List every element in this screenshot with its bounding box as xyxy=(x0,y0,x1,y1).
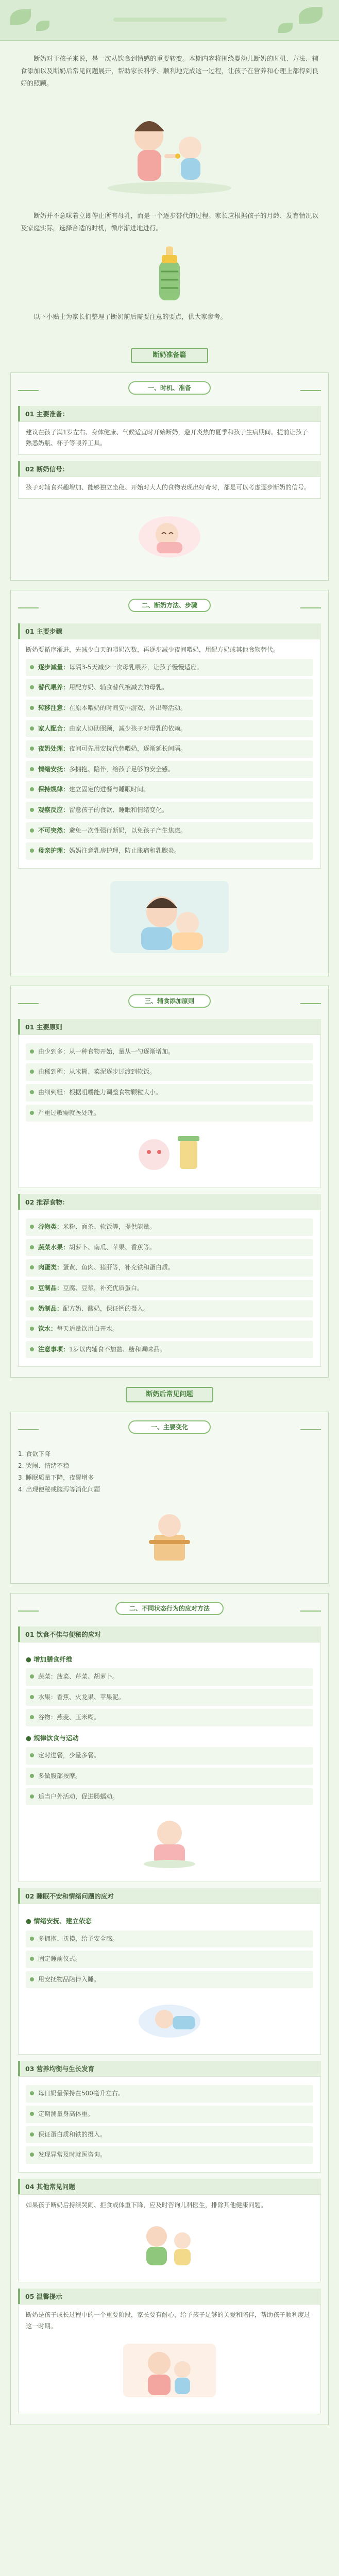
list-item: 由稀到稠：从米糊、菜泥逐步过渡到软饭。 xyxy=(26,1063,313,1081)
chapter-title-1: 断奶准备篇 xyxy=(131,348,208,363)
header-banner xyxy=(0,0,339,41)
list-item: 定期测量身高体重。 xyxy=(26,2106,313,2123)
list-item: 严重过敏需就医处理。 xyxy=(26,1105,313,1122)
list-item: 适当户外活动，促进肠蠕动。 xyxy=(26,1788,313,1806)
item-text: 断奶是孩子成长过程中的一个重要阶段，家长要有耐心，给予孩子足够的关爱和陪伴，帮助孩子顺利度过这一时期。 xyxy=(26,2311,311,2330)
section-responses xyxy=(10,1593,329,2425)
item-recommended-food xyxy=(18,1194,321,1367)
baby-high-chair-illustration xyxy=(131,1504,208,1566)
item-heading: 01 主要步骤 xyxy=(18,623,321,639)
section-pill-food: 三、辅食添加原则 xyxy=(128,994,211,1008)
item-heading: 01 饮食不佳与便秘的应对 xyxy=(18,1626,321,1642)
sleeping-baby-illustration xyxy=(131,506,208,563)
child-eating-illustration xyxy=(126,1812,213,1869)
item-heading: 01 主要原则 xyxy=(18,1019,321,1035)
section-pill-timing: 一、时机、准备 xyxy=(128,381,211,395)
item-body xyxy=(18,1904,321,2055)
item-main-prep xyxy=(18,406,321,455)
list-item: 豆制品：豆腐、豆浆，补充优质蛋白。 xyxy=(26,1280,313,1297)
list-item: 每日奶量保持在500毫升左右。 xyxy=(26,2085,313,2103)
item-body xyxy=(18,2194,321,2283)
intro-paragraph-1: 断奶对于孩子来说，是一次从饮食到情感的重要转变。本期内容将围绕婴幼儿断奶的时机、方法、辅食添加以及断奶后常见问题展开，帮助家长科学、顺利地完成这一过程，让孩子在营养和心理上都得到良好的照顾。 xyxy=(21,55,318,87)
item-tips xyxy=(18,2289,321,2414)
baby-sleeping-illustration xyxy=(128,1995,211,2042)
item-principles xyxy=(18,1019,321,1188)
list-item: 替代喂养：用配方奶、辅食替代被减去的母乳。 xyxy=(26,679,313,697)
section-pill-methods: 二、断奶方法、步骤 xyxy=(128,599,211,612)
list-item: 水果：香蕉、火龙果、苹果泥。 xyxy=(26,1689,313,1706)
subheading: ● 增加膳食纤维 xyxy=(26,1655,73,1663)
list-item: 多拥抱、抚摸，给予安全感。 xyxy=(26,1930,313,1948)
item-body xyxy=(18,1642,321,1883)
baby-bottle-illustration xyxy=(141,246,198,308)
item-other-problems xyxy=(18,2179,321,2283)
list-item: 用安抚物品陪伴入睡。 xyxy=(26,1971,313,1989)
changes-list xyxy=(18,1444,321,1496)
baby-food-jar-illustration xyxy=(126,1129,213,1175)
list-item: 定时进餐，少量多餐。 xyxy=(26,1747,313,1765)
list-item: 注意事项：1岁以内辅食不加盐、糖和调味品。 xyxy=(26,1341,313,1359)
parent-child-illustration xyxy=(118,2340,221,2401)
list-item: 谷物类：米粉、面条、软饭等，提供能量。 xyxy=(26,1218,313,1236)
list-item: 4. 出现便秘或腹泻等消化问题 xyxy=(18,1485,100,1493)
list-item: 保证蛋白质和铁的摄入。 xyxy=(26,2126,313,2144)
item-main-steps xyxy=(18,623,321,869)
item-heading: 02 推荐食物： xyxy=(18,1194,321,1210)
list-item: 谷物：燕麦、玉米糊。 xyxy=(26,1709,313,1726)
item-heading: 02 断奶信号： xyxy=(18,461,321,477)
list-item: 家人配合：由家人协助照顾，减少孩子对母乳的依赖。 xyxy=(26,720,313,738)
item-sleep-emotion xyxy=(18,1888,321,2055)
intro-section xyxy=(0,41,339,100)
mother-hugging-baby-illustration xyxy=(105,876,234,958)
item-nutrition xyxy=(18,2061,321,2172)
list-item: 转移注意：在原本喂奶的时间安排游戏、外出等活动。 xyxy=(26,700,313,717)
item-diet-constipation xyxy=(18,1626,321,1883)
list-item: 奶制品：配方奶、酸奶，保证钙的摄入。 xyxy=(26,1300,313,1318)
section-pill-changes: 一、主要变化 xyxy=(128,1420,211,1434)
list-item: 2. 哭闹、情绪不稳 xyxy=(18,1462,70,1470)
list-item: 情绪安抚：多拥抱、陪伴，给孩子足够的安全感。 xyxy=(26,761,313,778)
list-item: 蔬菜：菠菜、芹菜、胡萝卜。 xyxy=(26,1668,313,1686)
item-heading: 03 营养均衡与生长发育 xyxy=(18,2061,321,2076)
item-heading: 04 其他常见问题 xyxy=(18,2179,321,2194)
intro-section-2 xyxy=(0,198,339,246)
section-methods xyxy=(10,590,329,976)
list-item: 夜奶处理：夜间可先用安抚代替喂奶，逐渐延长间隔。 xyxy=(26,740,313,758)
item-heading: 01 主要准备： xyxy=(18,406,321,421)
item-body xyxy=(18,2076,321,2172)
list-item: 由少到多：从一种食物开始，量从一勺逐渐增加。 xyxy=(26,1043,313,1061)
list-item: 蔬菜水果：胡萝卜、南瓜、苹果、香蕉等。 xyxy=(26,1239,313,1257)
list-item: 多做腹部按摩。 xyxy=(26,1768,313,1785)
item-text: 如果孩子断奶后持续哭闹、拒食或体重下降，应及时咨询儿科医生，排除其他健康问题。 xyxy=(26,2201,267,2209)
intro-paragraph-2: 断奶并不意味着立即停止所有母乳，而是一个逐步替代的过程。家长应根据孩子的月龄、发育情况以及家庭实际，选择合适的时机，循序渐进地进行。 xyxy=(21,212,318,232)
intro-note: 以下小贴士为家长们整理了断奶前后需要注意的要点，供大家参考。 xyxy=(33,312,227,320)
list-item: 保持规律：建立固定的进餐与睡眠时间。 xyxy=(26,781,313,799)
section-complementary-food xyxy=(10,986,329,1378)
list-item: 逐步减量：每隔3-5天减少一次母乳喂养，让孩子慢慢适应。 xyxy=(26,659,313,676)
item-heading: 05 温馨提示 xyxy=(18,2289,321,2304)
subheading: ● 情绪安抚、建立依恋 xyxy=(26,1917,92,1925)
list-item: 固定睡前仪式。 xyxy=(26,1951,313,1968)
section-changes xyxy=(10,1412,329,1583)
family-illustration xyxy=(126,2218,213,2269)
item-body xyxy=(18,1035,321,1188)
section-timing xyxy=(10,372,329,581)
list-item: 1. 食欲下降 xyxy=(18,1450,51,1458)
section-pill-responses: 二、不同状态行为的应对方法 xyxy=(115,1602,224,1615)
list-item: 母亲护理：妈妈注意乳房护理，防止胀痛和乳腺炎。 xyxy=(26,842,313,860)
item-body xyxy=(18,2304,321,2414)
list-item: 观察反应：留意孩子的食欲、睡眠和情绪变化。 xyxy=(26,802,313,819)
list-item: 发现异常及时就医咨询。 xyxy=(26,2146,313,2164)
list-item: 不可突然：避免一次性强行断奶，以免孩子产生焦虑。 xyxy=(26,822,313,840)
list-item: 肉蛋类：蛋黄、鱼肉、猪肝等，补充铁和蛋白质。 xyxy=(26,1259,313,1277)
item-body xyxy=(18,1210,321,1367)
subheading: ● 规律饮食与运动 xyxy=(26,1734,79,1742)
item-body xyxy=(18,639,321,869)
item-heading: 02 睡眠不安和情绪问题的应对 xyxy=(18,1888,321,1904)
item-intro-text: 断奶要循序渐进，先减少白天的喂奶次数，再逐步减少夜间喂奶，用配方奶或其他食物替代。 xyxy=(26,646,280,654)
item-body: 孩子对辅食兴趣增加、能够独立坐稳、开始对大人的食物表现出好奇时，都是可以考虑逐步断奶的信号。 xyxy=(18,477,321,499)
mother-feeding-baby-illustration xyxy=(92,100,247,198)
list-item: 饮水：每天适量饮用白开水。 xyxy=(26,1320,313,1338)
list-item: 3. 睡眠质量下降，夜醒增多 xyxy=(18,1473,94,1481)
item-body: 建议在孩子满1岁左右、身体健康、气候适宜时开始断奶，避开炎热的夏季和孩子生病期间。提前让孩子熟悉奶瓶、杯子等喂养工具。 xyxy=(18,421,321,455)
chapter-title-2: 断奶后常见问题 xyxy=(126,1387,213,1402)
list-item: 由细到粗：根据咀嚼能力调整食物颗粒大小。 xyxy=(26,1084,313,1101)
item-signals xyxy=(18,461,321,499)
